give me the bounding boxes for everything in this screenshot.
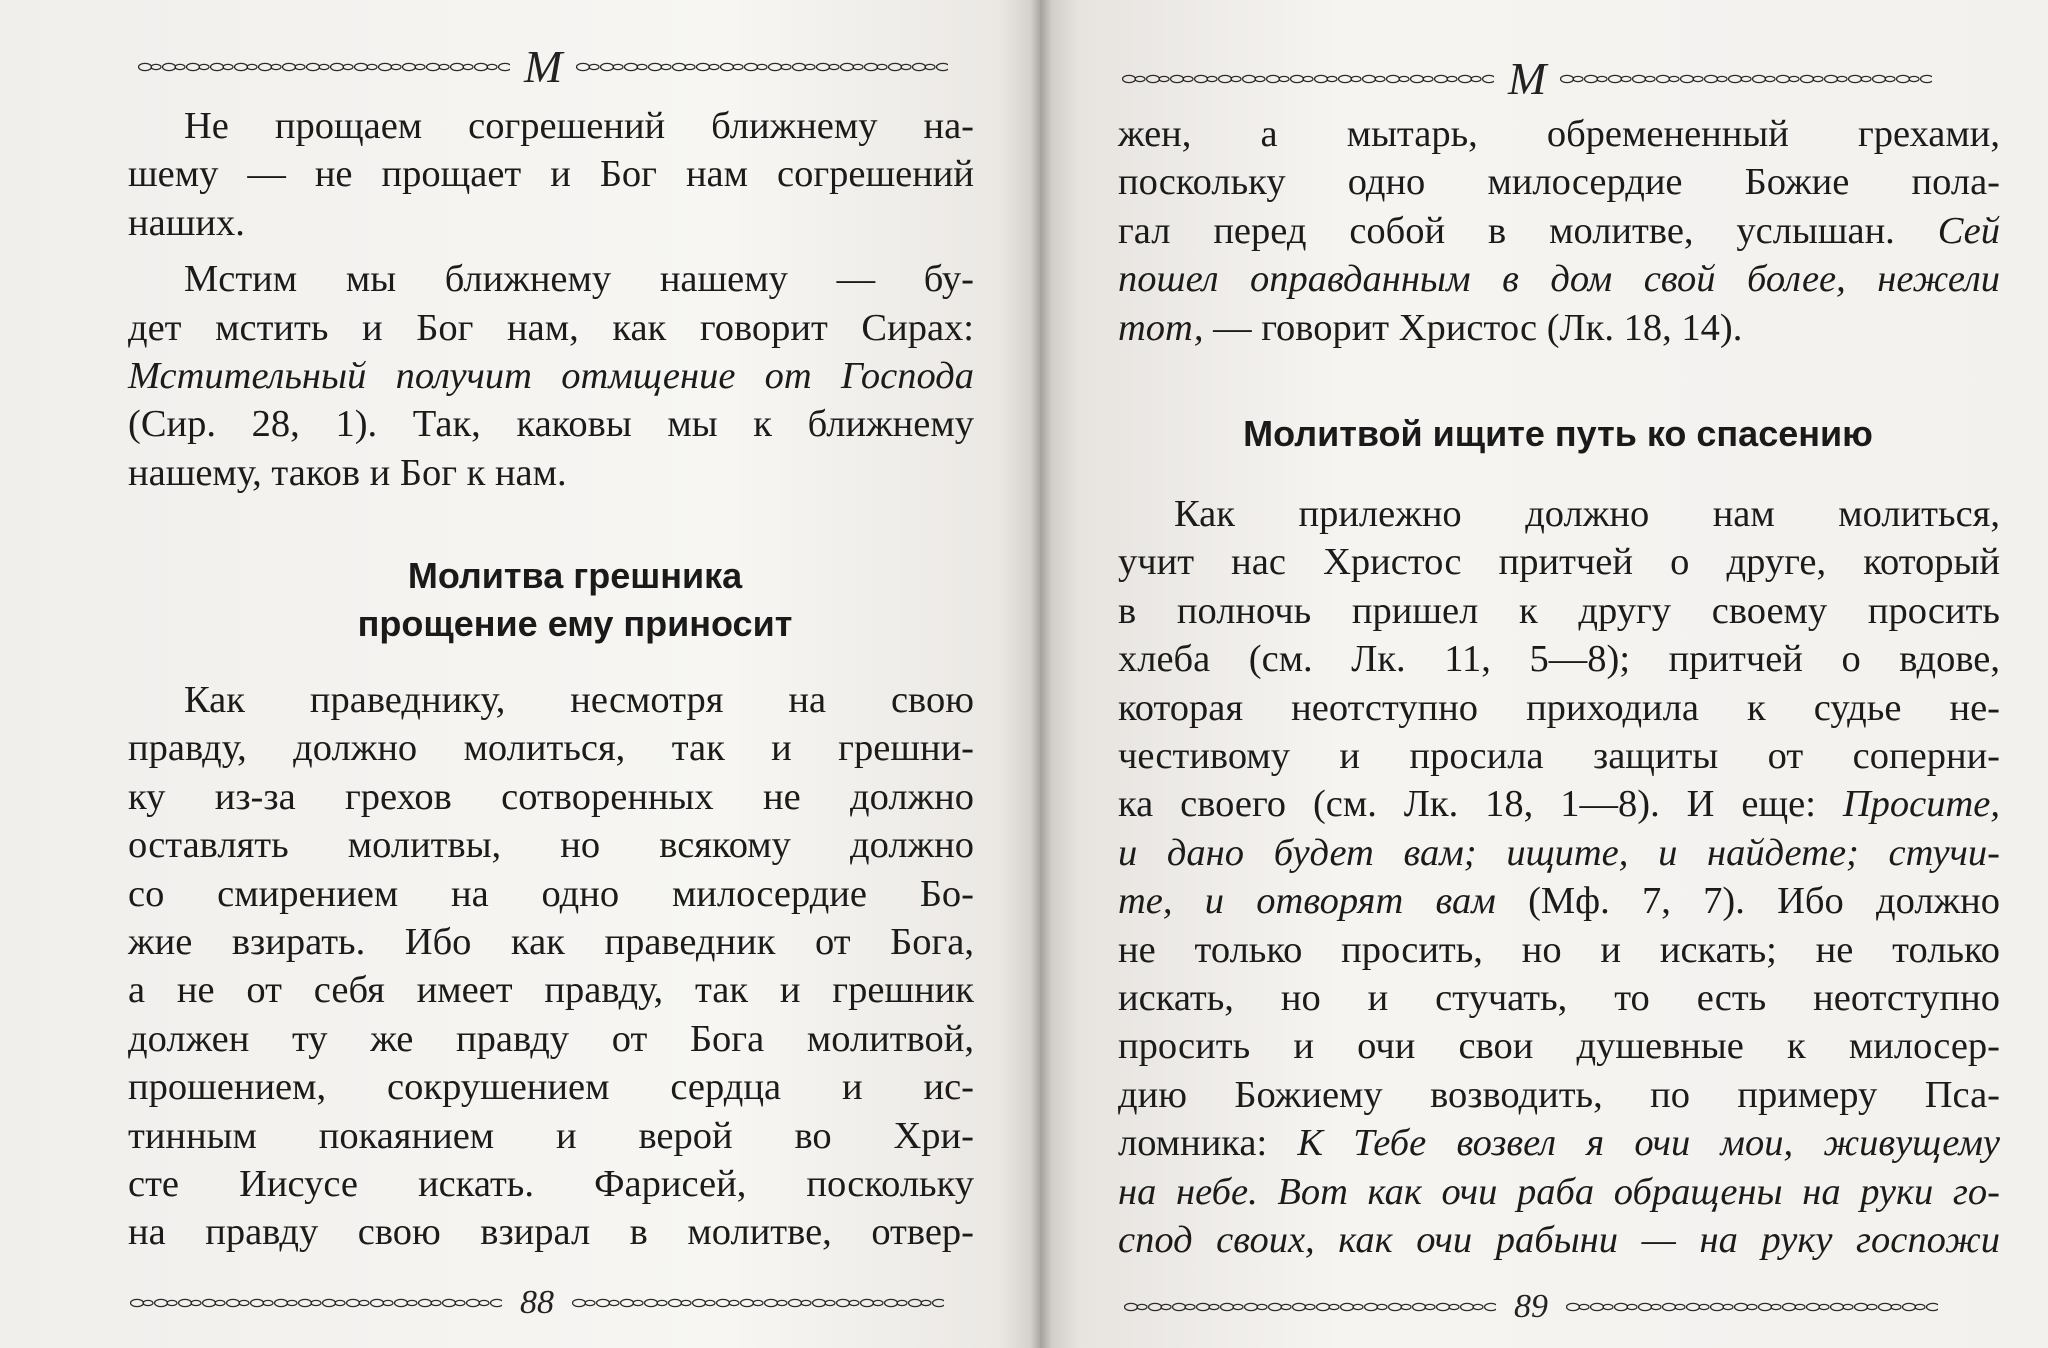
chain-ornament-icon <box>576 60 948 74</box>
text-line: со смирением на одно милосердие Бо- <box>128 872 974 915</box>
quote-text: Сей <box>1937 209 2000 252</box>
text-line: которая неотступно приходила к судье не- <box>1118 686 2000 729</box>
left-footer-ornament <box>130 1286 944 1320</box>
text-line: ку из-за грехов сотворенных не должно <box>128 775 974 818</box>
header-letter: M <box>524 41 563 92</box>
quote-text: Просите, <box>1842 783 2000 826</box>
right-header-ornament <box>1122 53 1932 104</box>
text-line: дет мстить и Бог нам, как говорит Сирах: <box>128 306 974 349</box>
header-letter: M <box>1508 53 1547 104</box>
text-line: дию Божиему возводить, по примеру Пса- <box>1118 1073 2000 1116</box>
text-span: ломника: <box>1118 1122 1268 1165</box>
text-line: нашему, таков и Бог к нам. <box>128 451 567 494</box>
text-line: поскольку одно милосердие Божие пола- <box>1118 161 2000 204</box>
right-main-text <box>1118 490 2000 1265</box>
text-line: в полночь пришел к другу своему просить <box>1118 589 2000 632</box>
text-line: на правду свою взирал в молитве, отвер- <box>128 1211 974 1254</box>
text-line: прошением, сокрушением сердца и ис- <box>128 1066 974 1109</box>
text-line: оставлять молитвы, но всякому должно <box>128 824 974 867</box>
text-line: Как праведнику, несмотря на свою <box>184 679 974 721</box>
text-line: Мстим мы ближнему нашему — бу- <box>184 258 974 301</box>
left-text-block <box>128 102 974 497</box>
text-line: Как прилежно должно нам молиться, <box>1174 493 2000 535</box>
quote-text: пошел оправданным в дом свой более, нежели <box>1118 258 2000 301</box>
text-line: жен, а мытарь, обремененный грехами, <box>1118 113 2000 155</box>
text-line: а не от себя имеет правду, так и грешник <box>128 969 974 1012</box>
quote-text: спод своих, как очи рабыни — на руку госпожи <box>1118 1219 2000 1262</box>
heading-line: прощение ему приносит <box>357 603 793 644</box>
quote-text: те, и отворят вам <box>1118 880 1496 923</box>
text-span: гал перед собой в молитве, услышан. <box>1118 209 1895 252</box>
text-line: правду, должно молиться, так и грешни- <box>128 727 974 770</box>
chain-ornament-icon <box>1566 1300 1938 1314</box>
text-span: — говорит Христос (Лк. 18, 14). <box>1213 306 1743 349</box>
chain-ornament-icon <box>1560 72 1932 86</box>
right-footer-ornament <box>1124 1290 1938 1324</box>
left-section-heading <box>170 552 980 648</box>
page-number: 89 <box>1514 1288 1548 1325</box>
chain-ornament-icon <box>1124 1300 1496 1314</box>
text-line: (Сир. 28, 1). Так, каковы мы к ближнему <box>128 403 974 446</box>
quote-text: тот, <box>1118 306 1204 349</box>
chain-ornament-icon <box>138 60 510 74</box>
text-line: хлеба (см. Лк. 11, 5—8); притчей о вдове, <box>1118 638 2000 681</box>
text-line: тинным покаянием и верой во Хри- <box>128 1114 974 1157</box>
text-span: (Мф. 7, 7). Ибо должно <box>1528 880 2000 923</box>
page-number: 88 <box>520 1284 554 1321</box>
text-line: искать, но и стучать, то есть неотступно <box>1118 977 2000 1020</box>
text-line: наших. <box>128 201 245 244</box>
text-line: учит нас Христос притчей о друге, который <box>1118 541 2000 584</box>
chain-ornament-icon <box>130 1296 502 1310</box>
left-main-text <box>128 676 974 1257</box>
text-line: Не прощаем согрешений ближнему на- <box>184 105 974 147</box>
text-line: шему — не прощает и Бог нам согрешений <box>128 153 974 196</box>
text-line: жие взирать. Ибо как праведник от Бога, <box>128 921 974 964</box>
right-page <box>1040 0 2048 1348</box>
quote-text: К Тебе возвел я очи мои, живущему <box>1297 1122 2000 1165</box>
quote-text: на небе. Вот как очи раба обращены на руки го- <box>1118 1170 2000 1213</box>
quote-text: и дано будет вам; ищите, и найдете; стучи- <box>1118 831 2000 874</box>
quote-text: Мстительный получит отмщение от Господа <box>128 355 974 398</box>
text-span: ка своего (см. Лк. 18, 1—8). И еще: <box>1118 783 1816 826</box>
left-header-ornament <box>138 41 948 92</box>
book-gutter <box>1030 0 1052 1348</box>
right-top-text <box>1118 110 2000 352</box>
right-section-heading: Молитвой ищите путь ко спасению <box>1243 413 1873 454</box>
chain-ornament-icon <box>1122 72 1494 86</box>
text-line: должен ту же правду от Бога молитвой, <box>128 1017 974 1060</box>
text-line: честивому и просила защиты от соперни- <box>1118 735 2000 778</box>
heading-line: Молитва грешника <box>407 555 743 596</box>
text-line: не только просить, но и искать; не только <box>1118 928 2000 971</box>
text-line: просить и очи свои душевные к милосер- <box>1118 1025 2000 1068</box>
chain-ornament-icon <box>572 1296 944 1310</box>
text-line: сте Иисусе искать. Фарисей, поскольку <box>128 1163 974 1206</box>
